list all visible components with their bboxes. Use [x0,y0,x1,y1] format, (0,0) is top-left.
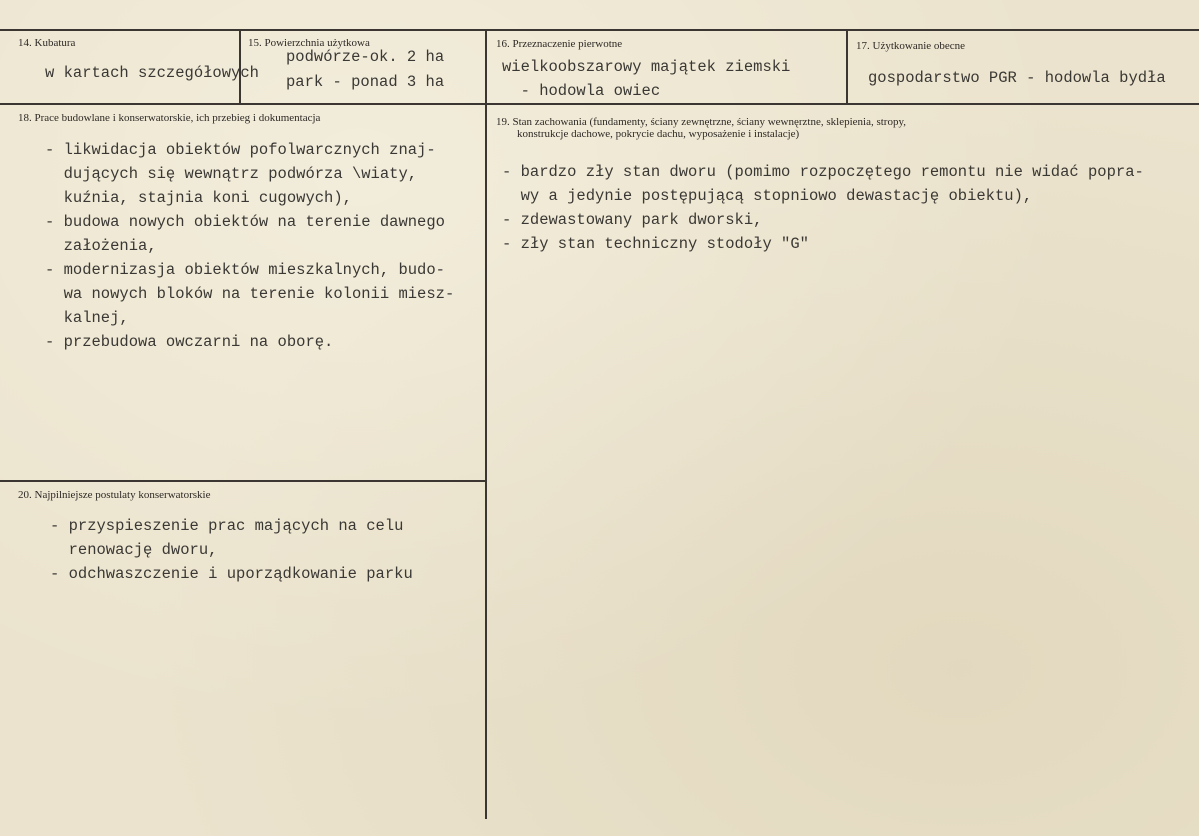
field-17-label: 17. Użytkowanie obecne [856,40,966,52]
field-18-line: dujących się wewnątrz podwórza \wiaty, [45,165,418,183]
field-15-line-2: park - ponad 3 ha [286,73,445,91]
row1-bottom-border [0,103,1199,105]
field-15-label: 15. Powierzchnia użytkowa [248,37,370,49]
field-16-line-1: wielkoobszarowy majątek ziemski [502,58,791,76]
field-19-label-line-1: 19. Stan zachowania (fundamenty, ściany zewnętrzne, ściany wewnęrztne, sklepienia, stropy, [496,116,907,128]
field-15-line-1: podwórze-ok. 2 ha [286,48,445,66]
field-18-line: założenia, [45,237,157,255]
field-19-line: - zły stan techniczny stodoły "G" [502,235,809,253]
field-19-line: - bardzo zły stan dworu (pomimo rozpoczętego remontu nie widać popra- [502,163,1144,181]
field-18-line: wa nowych bloków na terenie kolonii miesz- [45,285,455,303]
field-14-value: w kartach szczegółowych [45,64,259,82]
field-18-line: kalnej, [45,309,129,327]
field-18-line: - budowa nowych obiektów na terenie dawnego [45,213,445,231]
row2-bottom-border [0,480,487,482]
field-19-line: wy a jedynie postępującą stopniowo dewastację obiektu), [502,187,1033,205]
field-14-label: 14. Kubatura [18,37,76,49]
divider-15-16 [485,29,487,819]
field-19-label-line-2: konstrukcje dachowe, pokrycie dachu, wyposażenie i instalacje) [517,128,800,140]
field-20-line: - przyspieszenie prac mających na celu [50,517,404,535]
field-17-value: gospodarstwo PGR - hodowla bydła [868,69,1166,87]
field-18-line: - przebudowa owczarni na oborę. [45,333,334,351]
field-19-list [502,160,1144,256]
field-18-line: kuźnia, stajnia koni cugowych), [45,189,352,207]
field-18-list [45,138,454,354]
field-18-line: - modernizasja obiektów mieszkalnych, budo- [45,261,445,279]
field-19-line: - zdewastowany park dworski, [502,211,763,229]
field-20-list [50,514,413,586]
field-16-line-2: - hodowla owiec [502,82,661,100]
field-20-line: renowację dworu, [50,541,218,559]
field-20-line: - odchwaszczenie i uporządkowanie parku [50,565,413,583]
field-16-label: 16. Przeznaczenie pierwotne [496,38,623,50]
divider-16-17 [846,29,848,104]
top-border [0,29,1199,31]
field-20-label: 20. Najpilniejsze postulaty konserwatorskie [18,489,211,501]
field-18-label: 18. Prace budowlane i konserwatorskie, ich przebieg i dokumentacja [18,112,321,124]
field-18-line: - likwidacja obiektów pofolwarcznych znaj- [45,141,436,159]
